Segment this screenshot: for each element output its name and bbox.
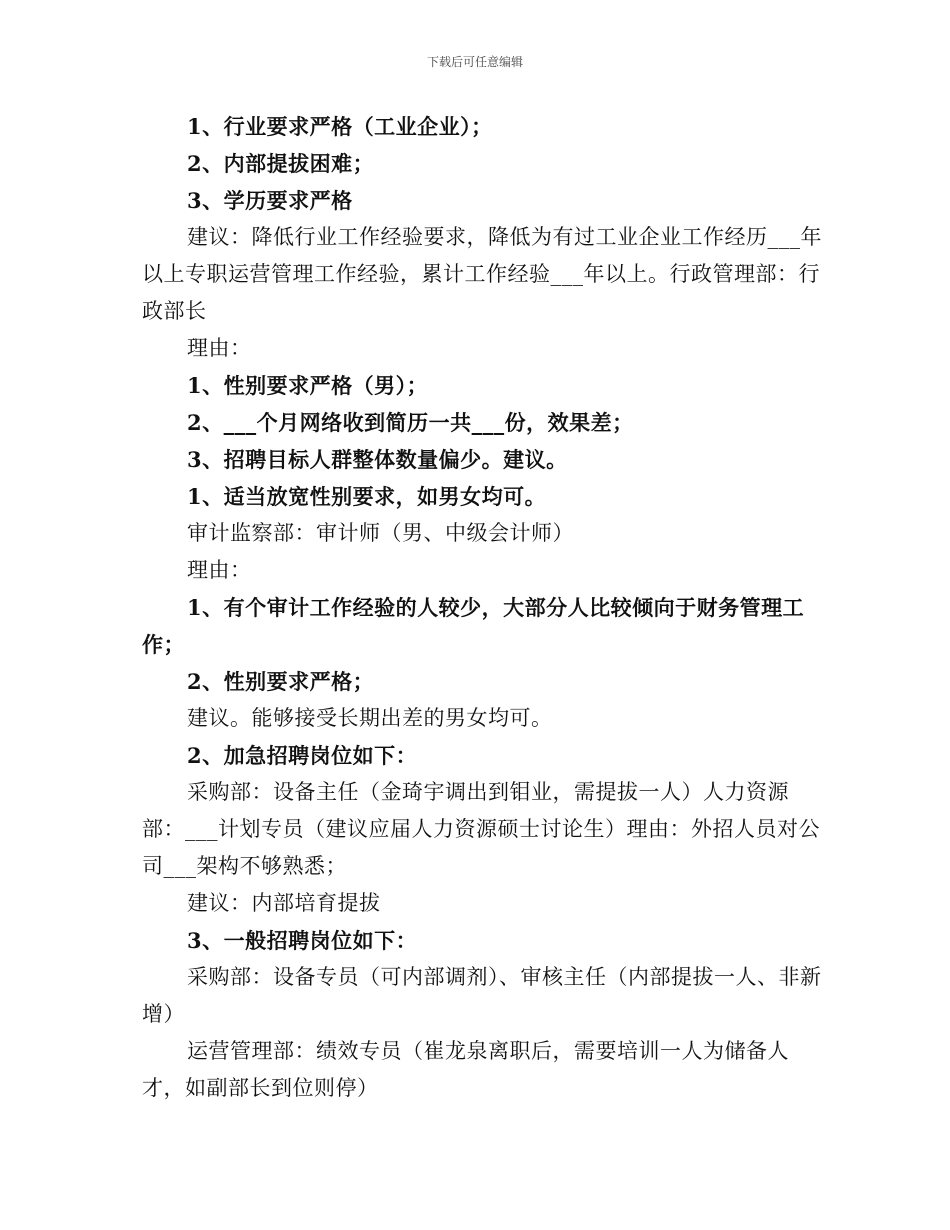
paragraph-5: 理由： [187,336,252,360]
paragraph-14: 建议。能够接受长期出差的男女均可。 [187,706,553,730]
paragraph-20: 运营管理部：绩效专员（崔龙泉离职后，需要培训一人为储备人才，如副部长到位则停） [142,1039,789,1100]
paragraph-11: 理由： [187,558,252,582]
paragraph-9: 1、适当放宽性别要求，如男女均可。 [187,484,547,509]
paragraph-4: 建议：降低行业工作经验要求，降低为有过工业企业工作经历___年以上专职运营管理工作经验，累计工作经验___年以上。行政管理部：行政部长 [142,225,822,323]
paragraph-3: 3、学历要求严格 [187,188,353,213]
paragraph-6: 1、性别要求严格（男）； [187,373,429,398]
paragraph-8: 3、招聘目标人群整体数量偏少。建议。 [187,447,568,472]
paragraph-19: 采购部：设备专员（可内部调剂）、审核主任（内部提拔一人、非新增） [142,965,822,1026]
paragraph-13: 2、性别要求严格； [187,669,375,694]
paragraph-17: 建议：内部培育提拔 [187,891,381,915]
page-header-note: 下载后可任意编辑 [426,55,523,69]
paragraph-16: 采购部：设备主任（金琦宇调出到钼业，需提拔一人）人力资源部：___计划专员（建议应届人力资源硕士讨论生）理由：外招人员对公司___架构不够熟悉； [142,780,820,878]
paragraph-7: 2、___个月网络收到简历一共___份，效果差； [187,410,634,435]
paragraph-18: 3、一般招聘岗位如下： [187,928,418,953]
paragraph-15: 2、加急招聘岗位如下： [187,743,418,768]
paragraph-10: 审计监察部：审计师（男、中级会计师） [187,521,574,545]
paragraph-12: 1、有个审计工作经验的人较少，大部分人比较倾向于财务管理工作； [142,595,805,657]
document-body [142,108,822,1107]
paragraph-2: 2、内部提拔困难； [187,151,375,176]
paragraph-1: 1、行业要求严格（工业企业）； [187,114,493,139]
